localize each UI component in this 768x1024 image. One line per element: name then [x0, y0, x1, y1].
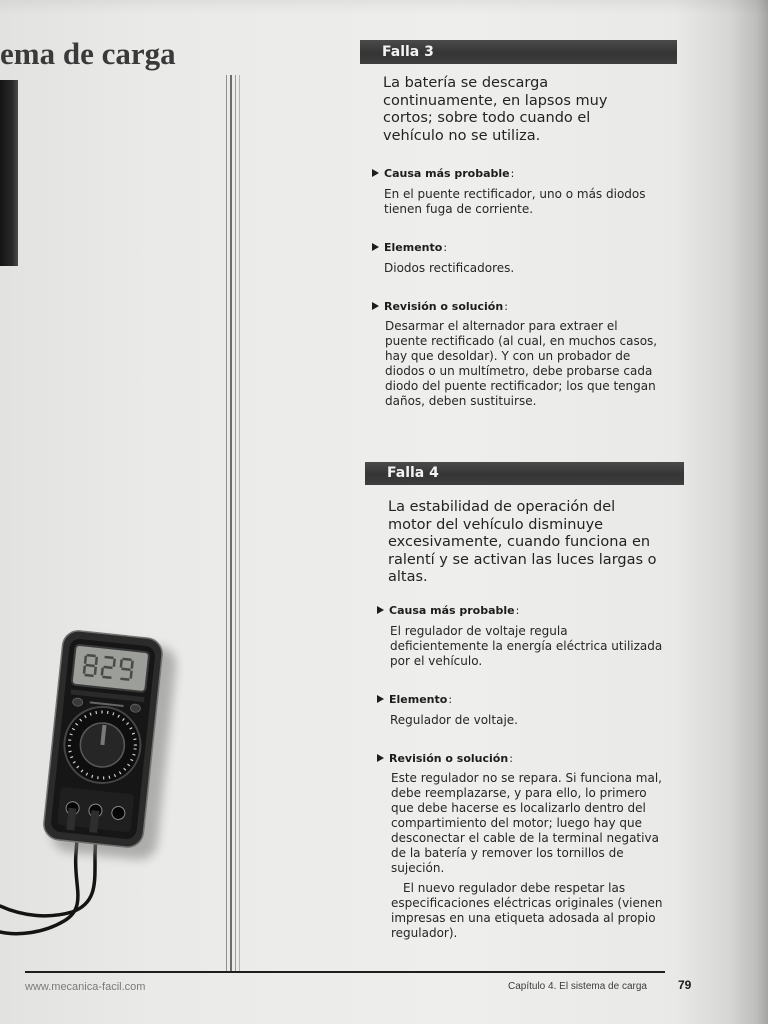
heading-colon: : — [448, 693, 453, 706]
falla-3-solution-heading-label: Revisión o solución — [384, 300, 504, 313]
falla-3-header-bar — [360, 40, 677, 64]
falla-3-cause-heading — [372, 166, 514, 181]
falla-4-element-text: Regulador de voltaje. — [390, 713, 518, 727]
falla-4-element-heading — [377, 692, 452, 707]
falla-3-element-text: Diodos rectificadores. — [384, 261, 515, 275]
bullet-arrow-icon — [377, 695, 384, 703]
page-number: 79 — [678, 978, 692, 992]
heading-colon: : — [509, 752, 513, 765]
falla-4-solution-heading-label: Revisión o solución — [389, 752, 509, 765]
falla-4-solution-note: El nuevo regulador debe respetar las especificaciones eléctricas originales (vienen impresas en una etiqueta adosada al propio regulador). — [391, 881, 663, 940]
heading-colon: : — [443, 241, 448, 254]
falla-4-label: Falla 4 — [387, 465, 439, 481]
cropped-photo-edge — [0, 80, 18, 266]
falla-4-cause-heading — [377, 603, 519, 618]
falla-4-cause-text: El regulador de voltaje regula deficientemente la energía eléctrica utilizada por el vehículo. — [390, 624, 663, 668]
bullet-arrow-icon — [372, 243, 379, 251]
falla-3-cause-text: En el puente rectificador, uno o más diodos tienen fuga de corriente. — [384, 187, 646, 216]
falla-3-description: La batería se descarga continuamente, en lapsos muy cortos; sobre todo cuando el vehículo no se utiliza. — [383, 75, 608, 144]
falla-3-element-heading-label: Elemento — [384, 241, 443, 254]
heading-colon: : — [510, 167, 515, 180]
falla-4-description: La estabilidad de operación del motor del vehículo disminuye excesivamente, cuando funciona en ralentí y se activan las luces largas o altas. — [388, 499, 657, 585]
multimeter-photo — [0, 615, 200, 945]
falla-4-solution-heading — [377, 751, 513, 766]
bullet-arrow-icon — [372, 169, 379, 177]
bullet-arrow-icon — [377, 606, 384, 614]
heading-colon: : — [515, 604, 520, 617]
falla-3-solution-heading — [372, 299, 508, 314]
bullet-arrow-icon — [377, 754, 384, 762]
falla-3-element-heading — [372, 240, 447, 255]
falla-4-header-bar — [365, 462, 684, 485]
falla-4-cause-heading-label: Causa más probable — [389, 604, 515, 617]
falla-4-solution-text: Este regulador no se repara. Si funciona mal, debe reemplazarse, y para ello, lo primero que debe hacerse es localizarlo dentro del compartimiento del motor; luego hay que desconectar el cable de la terminal negativa de la batería y remover los tornillos de sujeción. — [391, 771, 662, 875]
falla-4-element-heading-label: Elemento — [389, 693, 448, 706]
falla-3-label: Falla 3 — [382, 44, 434, 60]
falla-3-cause-heading-label: Causa más probable — [384, 167, 510, 180]
falla-3-solution-text: Desarmar el alternador para extraer el puente rectificado (al cual, en muchos casos, hay que desoldar). Y con un probador de diodos o un multímetro, debe probarse cada diodo del puente rectificador; los que tengan daños, deben sustituirse. — [385, 319, 658, 408]
heading-colon: : — [504, 300, 508, 313]
chapter-title: ema de carga — [0, 36, 176, 71]
footer-website: www.mecanica-facil.com — [25, 981, 146, 993]
footer-chapter-title: Capítulo 4. El sistema de carga — [508, 981, 647, 992]
footer-rule — [25, 971, 665, 973]
bullet-arrow-icon — [372, 302, 379, 310]
page-gutter-lines — [224, 75, 242, 972]
